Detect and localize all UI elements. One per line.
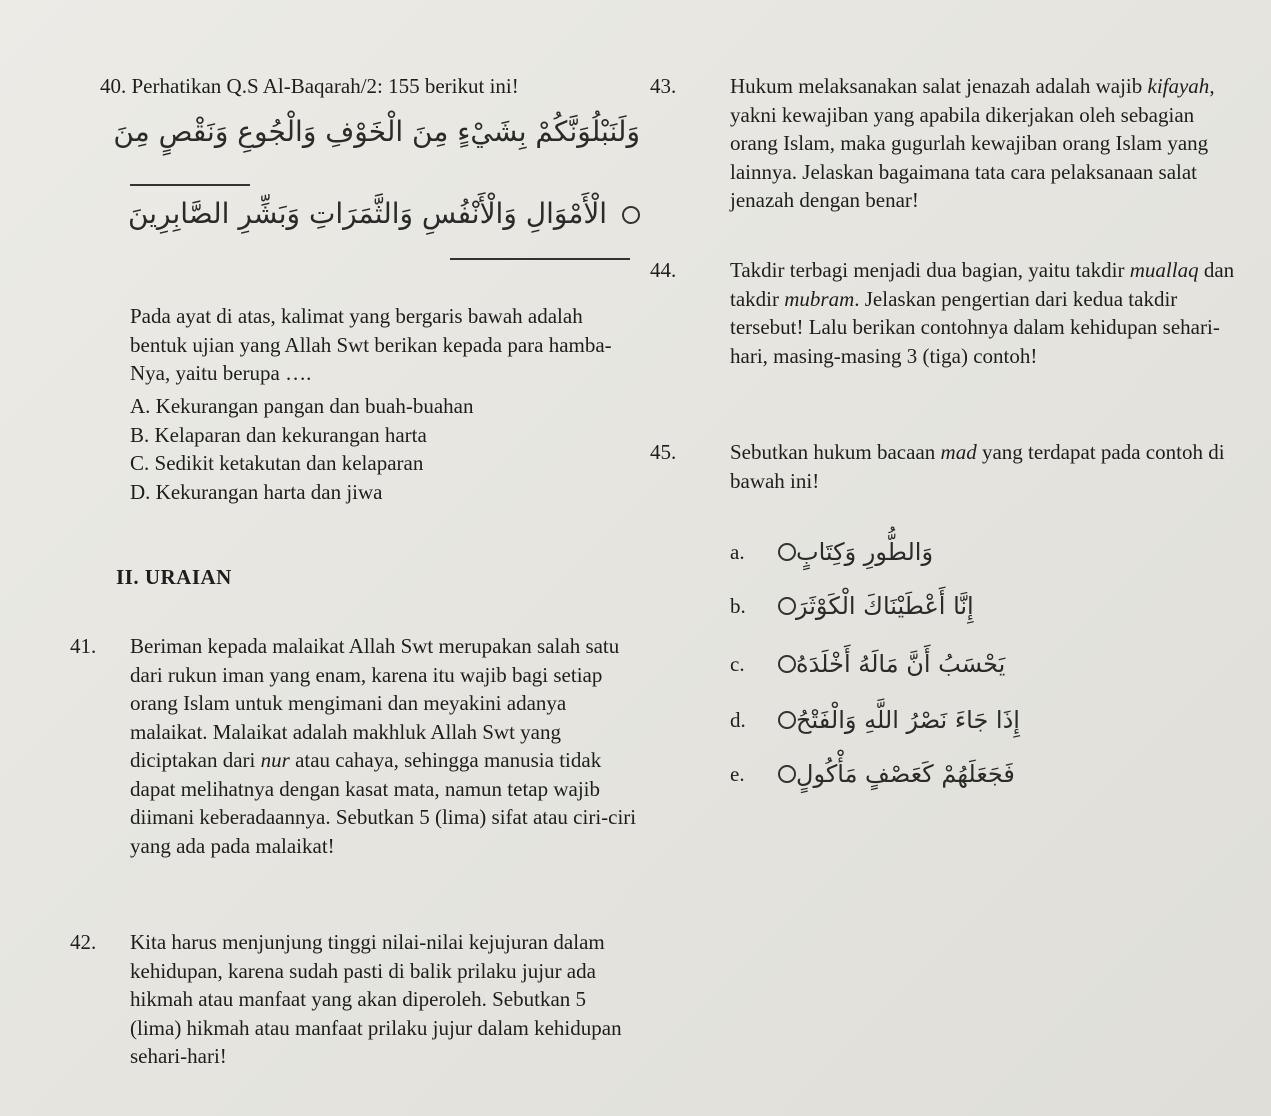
arabic-text: فَجَعَلَهُمْ كَعَصْفٍ مَأْكُولٍ [796, 760, 1015, 788]
question-43 [650, 72, 1245, 215]
question-45 [650, 438, 1245, 495]
question-number: 42. [70, 930, 97, 954]
question-40-options [100, 392, 640, 506]
question-text: Perhatikan Q.S Al-Baqarah/2: 155 berikut ini! [131, 74, 519, 98]
item-letter: e. [730, 762, 745, 786]
option-text: Kekurangan harta dan jiwa [155, 479, 383, 504]
option-c[interactable] [130, 449, 640, 478]
verse-end-icon [778, 543, 796, 561]
question-text: yang terdapat pada contoh di bawah ini! [730, 440, 1225, 493]
question-40 [100, 72, 640, 101]
arabic-text: يَحْسَبُ أَنَّ مَالَهُ أَخْلَدَهُ [796, 650, 1006, 678]
item-letter: a. [730, 540, 745, 564]
mad-example-c [730, 650, 1005, 679]
question-text: atau cahaya, sehingga manusia tidak dapat melihatnya dengan kasat mata, namun tetap wajib diimani keberadaannya. Sebutkan 5 (lima) sifat atau ciri-ciri yang ada pada malaikat! [130, 748, 637, 858]
question-text-italic: nur [260, 748, 290, 772]
question-number: 45. [650, 440, 677, 464]
option-b[interactable] [130, 421, 640, 450]
question-text: Sebutkan hukum bacaan [730, 440, 941, 464]
question-text: . Jelaskan pengertian dari kedua takdir tersebut! Lalu berikan contohnya dalam kehidupan sehari-hari, masing-masing 3 (tiga) contoh! [730, 286, 1220, 368]
arabic-text: وَلَنَبْلُوَنَّكُمْ بِشَيْءٍ مِنَ الْخَوْفِ وَالْجُوعِ وَنَقْصٍ مِنَ [113, 115, 640, 148]
question-40-body [100, 302, 640, 388]
question-40-stem [100, 72, 640, 101]
option-letter: D. [130, 479, 151, 504]
question-text-italic: mubram [784, 286, 855, 311]
question-text: Hukum melaksanakan salat jenazah adalah wajib [730, 74, 1148, 98]
option-letter: B. [130, 422, 150, 447]
option-d[interactable] [130, 478, 640, 507]
arabic-text: إِذَا جَاءَ نَصْرُ اللَّهِ وَالْفَتْحُ [796, 706, 1020, 734]
option-letter: A. [130, 394, 151, 418]
question-number: 40. [100, 74, 127, 98]
verse-end-icon [778, 711, 796, 729]
item-letter: c. [730, 652, 745, 676]
question-text: Takdir terbagi menjadi dua bagian, yaitu takdir [730, 258, 1130, 282]
option-a[interactable] [130, 392, 640, 421]
question-44 [650, 256, 1245, 370]
mad-example-b [730, 592, 974, 621]
question-41 [70, 632, 640, 860]
question-number: 43. [650, 74, 677, 98]
arabic-text: وَالطُّورِ وَكِتَابٍ [796, 538, 934, 566]
question-text: dan takdir [730, 258, 1235, 311]
question-text-italic: muallaq [1129, 258, 1199, 282]
quran-verse-line-2 [127, 197, 640, 230]
item-letter: d. [730, 708, 746, 732]
question-number: 41. [70, 634, 97, 658]
option-text: Kekurangan pangan dan buah-buahan [155, 394, 474, 418]
underline-mark [450, 258, 630, 260]
verse-end-icon [778, 655, 796, 673]
question-text-italic: kifayah [1147, 74, 1210, 98]
option-text: Sedikit ketakutan dan kelaparan [154, 451, 424, 475]
verse-end-icon [622, 206, 640, 224]
quran-verse-line-1 [113, 115, 640, 148]
question-42 [70, 928, 640, 1071]
item-letter: b. [730, 594, 746, 618]
option-letter: C. [130, 451, 150, 475]
question-text: Beriman kepada malaikat Allah Swt merupakan salah satu dari rukun iman yang enam, karena itu wajib bagi setiap orang Islam untuk mengimani dan meyakini adanya malaikat. Malaikat adalah makhluk Allah Swt yang diciptakan dari [130, 634, 620, 772]
arabic-text: إِنَّا أَعْطَيْنَاكَ الْكَوْثَرَ [796, 592, 974, 620]
question-number: 44. [650, 258, 677, 282]
option-text: Kelaparan dan kekurangan harta [154, 422, 427, 447]
mad-example-e [730, 760, 1015, 789]
question-text-italic: mad [940, 440, 977, 464]
verse-end-icon [778, 765, 796, 783]
question-text: Pada ayat di atas, kalimat yang bergaris bawah adalah bentuk ujian yang Allah Swt berikan kepada para hamba-Nya, yaitu berupa …. [130, 304, 612, 385]
mad-example-d [730, 706, 1020, 735]
arabic-text: الْأَمْوَالِ وَالْأَنْفُسِ وَالثَّمَرَاتِ وَبَشِّرِ الصَّابِرِينَ [127, 197, 608, 230]
verse-end-icon [778, 597, 796, 615]
question-text: Kita harus menjunjung tinggi nilai-nilai kejujuran dalam kehidupan, karena sudah pasti di balik prilaku jujur ada hikmah atau manfaat yang akan diperoleh. Sebutkan 5 (lima) hikmah atau manfaat prilaku jujur dalam kehidupan sehari-hari! [130, 930, 622, 1068]
mad-example-a [730, 538, 933, 567]
underline-mark [130, 184, 250, 186]
section-title: II. URAIAN [116, 565, 232, 589]
question-text: , yakni kewajiban yang apabila dikerjakan oleh sebagian orang Islam, maka gugurlah kewajiban orang Islam yang lainnya. Jelaskan bagaimana tata cara pelaksanaan salat jenazah dengan benar! [730, 74, 1215, 212]
